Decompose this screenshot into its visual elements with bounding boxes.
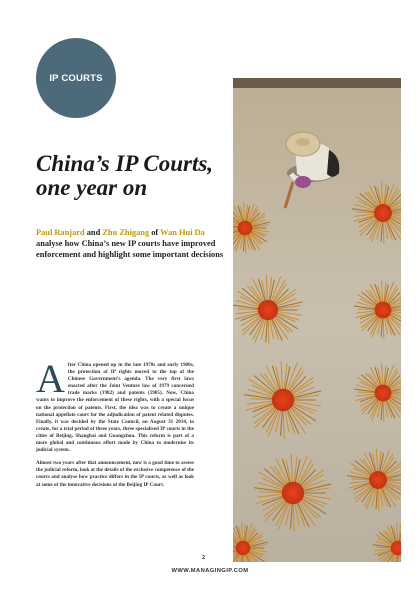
section-badge-label: IP COURTS	[49, 72, 103, 84]
byline-and: and	[86, 228, 101, 237]
incense-core	[375, 302, 392, 319]
incense-core	[272, 389, 294, 411]
page-number: 2	[202, 555, 206, 561]
article-title: China’s IP Courts, one year on	[36, 151, 214, 200]
incense-core	[282, 482, 304, 504]
incense-core	[369, 471, 387, 489]
byline-of: of	[151, 228, 159, 237]
body-paragraph: Almost two years after that announcement, now is a good time to assess the judicial reform, look at the details of the exclusive competence of the courts and analyse how practice differs in the IP courts, as well as look at some of the innovative decisions of the Beijing IP Court.	[36, 460, 194, 488]
body-paragraph	[36, 356, 194, 454]
article-byline	[36, 228, 226, 260]
incense-stick	[383, 317, 384, 339]
incense-core	[238, 221, 253, 236]
author-link[interactable]: Zhu Zhigang	[102, 228, 150, 237]
incense-stick	[378, 487, 379, 511]
footer-url[interactable]: WWW.MANAGINGIP.COM	[171, 568, 249, 574]
drop-cap: A	[36, 356, 65, 401]
incense-stick	[383, 220, 384, 244]
body-paragraph-text: fter China opened up in the late 1970s and early 1980s, the protection of IP rights moved to the top of the Chinese Government’s agenda. The very first laws enacted after the Joint Venture law of 1979 concerned trade marks (1982) and patents (1985). Now, China wants to improve the enforcement of these rights, with a special focus on the protection of patents. First, the idea was to create a unique national appellate court for the adjudication of patent related disputes. Finally, it was decided by the State Council, on August 31 2014, to create, for a trial period of three years, three specialised IP courts in the cities of Beijing, Shanghai and Guangzhou. This reform is part of a more global and continuous effort made by China to modernise its judicial system.	[36, 362, 194, 454]
incense-core	[375, 385, 392, 402]
section-badge	[36, 38, 116, 118]
incense-core	[236, 541, 251, 556]
incense-stick	[383, 400, 384, 422]
article-body	[36, 356, 194, 495]
incense-stick	[268, 318, 269, 345]
incense-core	[258, 300, 278, 320]
incense-stick	[245, 234, 246, 253]
author-link[interactable]: Wan Hui Da	[160, 228, 205, 237]
author-link[interactable]: Paul Ranjard	[36, 228, 85, 237]
article-photo	[233, 78, 401, 562]
incense-core	[374, 204, 392, 222]
byline-summary: analyse how China’s new IP courts have improved enforcement and highlight some important decisions	[36, 238, 224, 259]
